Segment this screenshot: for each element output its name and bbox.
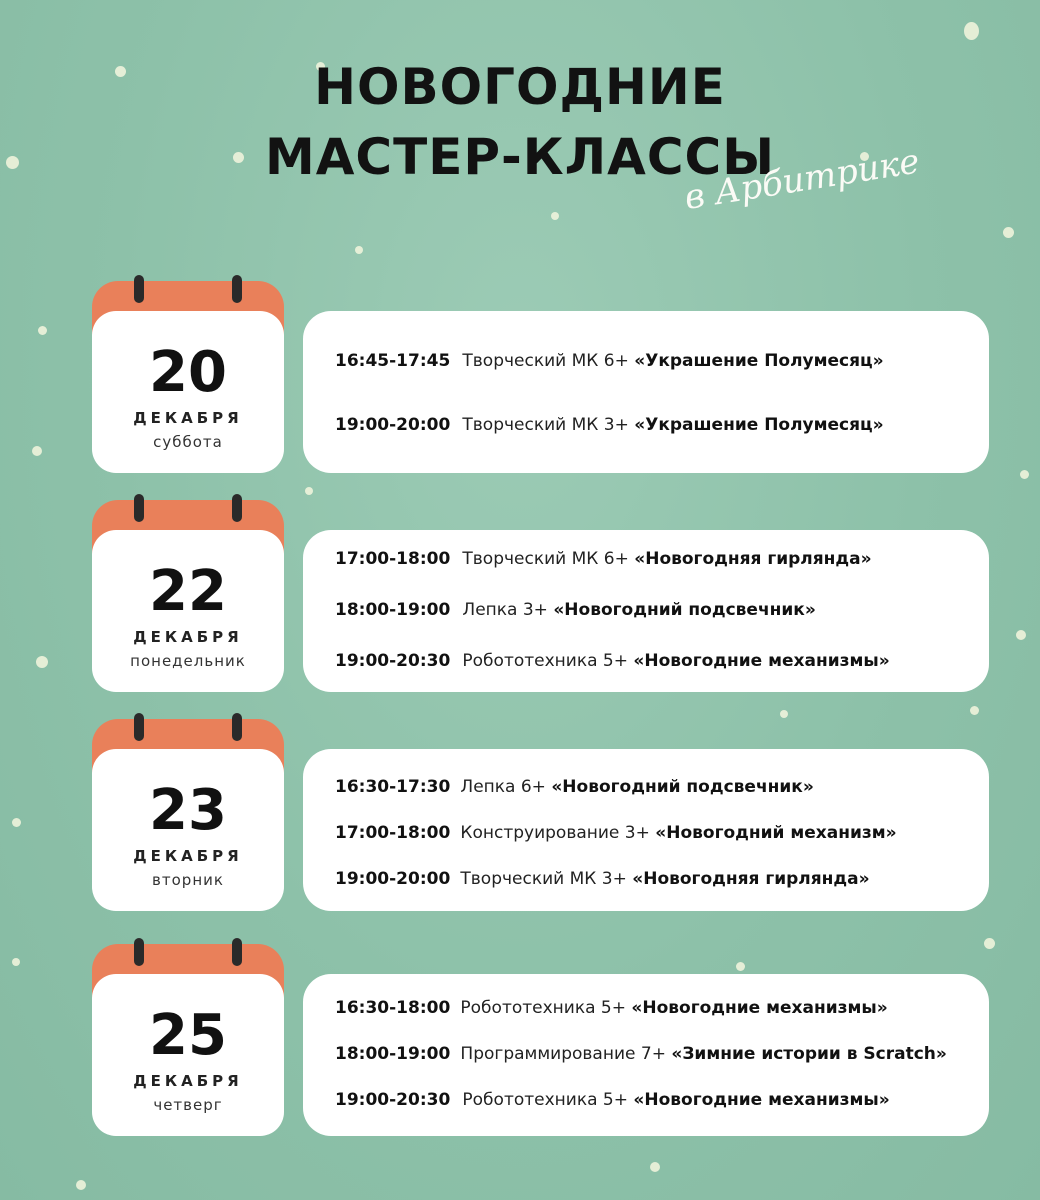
event-time: 16:45-17:45 [335,351,451,371]
calendar-ring-icon [134,938,144,966]
event-kind: Робототехника 5+ [460,998,632,1018]
calendar-icon-day-4 [92,944,284,1134]
snow-dot [355,246,363,254]
calendar-weekday: понедельник [130,652,246,670]
calendar-body [92,974,284,1136]
page-title-line-1: НОВОГОДНИЕ [314,58,726,116]
snow-dot [36,656,48,668]
event-name: «Новогодние механизмы» [631,998,888,1018]
snow-dot [1003,227,1014,238]
event-name: «Новогодние механизмы» [633,1090,890,1110]
calendar-icon-day-2 [92,500,284,690]
snow-dot [964,22,979,40]
event-name: «Украшение Полумесяц» [634,351,884,371]
event-name: «Новогодний подсвечник» [551,777,814,797]
page-title-line-2: МАСТЕР-КЛАССЫ [264,128,776,186]
event-kind: Робототехника 5+ [462,651,634,671]
event-name: «Новогодняя гирлянда» [634,549,872,569]
calendar-body [92,311,284,473]
event-time: 16:30-17:30 [335,777,451,797]
snow-dot [38,326,47,335]
snow-dot [12,818,21,827]
event-kind: Лепка 3+ [462,600,554,620]
event-kind: Конструирование 3+ [460,823,656,843]
calendar-body [92,530,284,692]
calendar-day-number: 23 [149,778,227,843]
event-kind: Робототехника 5+ [462,1090,634,1110]
calendar-weekday: вторник [152,871,224,889]
event-time: 17:00-18:00 [335,823,451,843]
snow-dot [650,1162,660,1172]
calendar-ring-icon [232,275,242,303]
event-kind: Лепка 6+ [460,777,552,797]
snow-dot [12,958,20,966]
event-time: 19:00-20:00 [335,415,451,435]
schedule-row [335,776,814,798]
event-time: 18:00-19:00 [335,600,451,620]
calendar-ring-icon [232,938,242,966]
event-time: 19:00-20:30 [335,651,451,671]
snow-dot [1016,630,1026,640]
event-name: «Украшение Полумесяц» [634,415,884,435]
event-kind: Творческий МК 3+ [460,869,633,889]
calendar-ring-icon [232,713,242,741]
calendar-icon-day-3 [92,719,284,909]
schedule-row [335,650,890,672]
schedule-row [335,350,884,372]
event-time: 19:00-20:00 [335,869,451,889]
schedule-row [335,548,872,570]
schedule-card-day-3 [303,749,989,911]
snow-dot [76,1180,86,1190]
schedule-card-day-1 [303,311,989,473]
calendar-day-number: 22 [149,559,227,624]
event-name: «Зимние истории в Scratch» [671,1044,947,1064]
event-name: «Новогодний механизм» [655,823,897,843]
snow-dot [305,487,313,495]
schedule-row [335,599,816,621]
calendar-ring-icon [134,713,144,741]
snow-dot [970,706,979,715]
calendar-weekday: четверг [153,1096,223,1114]
event-kind: Творческий МК 6+ [462,549,635,569]
page-subtitle-script: в Арбитрике [681,141,923,218]
snow-dot [736,962,745,971]
event-name: «Новогодняя гирлянда» [632,869,870,889]
calendar-body [92,749,284,911]
event-name: «Новогодний подсвечник» [553,600,816,620]
calendar-day-number: 20 [149,340,227,405]
snow-dot [984,938,995,949]
schedule-card-day-4 [303,974,989,1136]
calendar-month: ДЕКАБРЯ [133,409,243,427]
calendar-month: ДЕКАБРЯ [133,628,243,646]
snow-dot [780,710,788,718]
snow-dot [1020,470,1029,479]
schedule-row [335,868,870,890]
snow-dot [32,446,42,456]
schedule-row [335,1089,890,1111]
calendar-ring-icon [134,494,144,522]
event-kind: Творческий МК 6+ [462,351,635,371]
event-time: 18:00-19:00 [335,1044,451,1064]
event-time: 17:00-18:00 [335,549,451,569]
schedule-row [335,822,897,844]
schedule-row [335,1043,947,1065]
schedule-card-day-2 [303,530,989,692]
event-kind: Программирование 7+ [460,1044,672,1064]
calendar-month: ДЕКАБРЯ [133,847,243,865]
calendar-day-number: 25 [149,1003,227,1068]
event-time: 19:00-20:30 [335,1090,451,1110]
event-name: «Новогодние механизмы» [633,651,890,671]
calendar-month: ДЕКАБРЯ [133,1072,243,1090]
event-time: 16:30-18:00 [335,998,451,1018]
calendar-ring-icon [232,494,242,522]
event-kind: Творческий МК 3+ [462,415,635,435]
snow-dot [551,212,559,220]
calendar-ring-icon [134,275,144,303]
schedule-row [335,997,888,1019]
calendar-weekday: суббота [153,433,223,451]
schedule-row [335,414,884,436]
calendar-icon-day-1 [92,281,284,471]
